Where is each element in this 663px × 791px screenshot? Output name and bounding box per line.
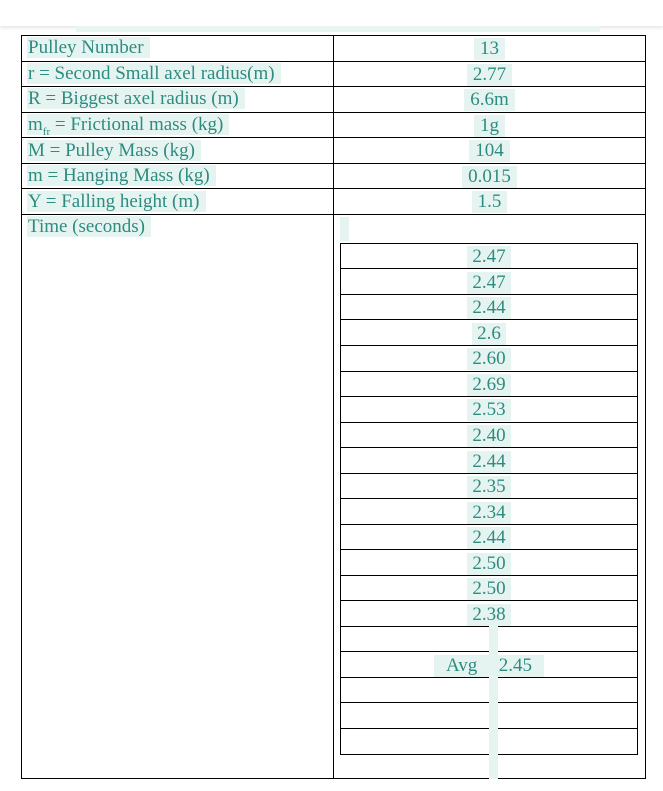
time-value: 2.35 (340, 474, 638, 499)
label-small-radius: r = Second Small axel radius(m) (27, 63, 281, 85)
value-small-radius: 2.77 (334, 62, 645, 87)
time-value: 2.47 (340, 244, 638, 269)
label-frictional-mass: $m_{fr}$ = Frictional mass (kg) (27, 114, 229, 136)
value-pulley-number: 13 (334, 36, 645, 61)
label-hanging-mass: m = Hanging Mass (kg) (27, 165, 216, 187)
time-value: 2.40 (340, 423, 638, 448)
value-big-radius: 6.6m (334, 87, 645, 112)
time-value: 2.6 (340, 321, 638, 346)
time-value: 2.53 (340, 397, 638, 422)
time-value: 2.60 (340, 346, 638, 371)
time-value: 2.50 (340, 551, 638, 576)
column-highlight (489, 626, 498, 779)
label-pulley-mass: M = Pulley Mass (kg) (27, 140, 201, 162)
label-falling-height: Y = Falling height (m) (27, 191, 206, 213)
value-hanging-mass: 0.015 (334, 164, 645, 189)
time-value: 2.50 (340, 576, 638, 601)
time-value: 2.44 (340, 525, 638, 550)
time-value: 2.34 (340, 500, 638, 525)
top-highlight (76, 26, 600, 32)
value-falling-height: 1.5 (334, 189, 645, 214)
time-value: 2.44 (340, 295, 638, 320)
average-value: Avg 2.45 (340, 653, 638, 678)
label-pulley-number: Pulley Number (27, 37, 150, 59)
label-time: Time (seconds) (27, 216, 151, 238)
label-big-radius: R = Biggest axel radius (m) (27, 88, 245, 110)
time-value: 2.38 (340, 602, 638, 627)
row-divider (21, 214, 646, 215)
top-toolbar-area (0, 0, 663, 26)
value-pulley-mass: 104 (334, 138, 645, 163)
cell-highlight (340, 217, 349, 241)
time-value: 2.44 (340, 449, 638, 474)
value-frictional-mass: 1g (334, 113, 645, 138)
time-value: 2.69 (340, 372, 638, 397)
time-value: 2.47 (340, 270, 638, 295)
